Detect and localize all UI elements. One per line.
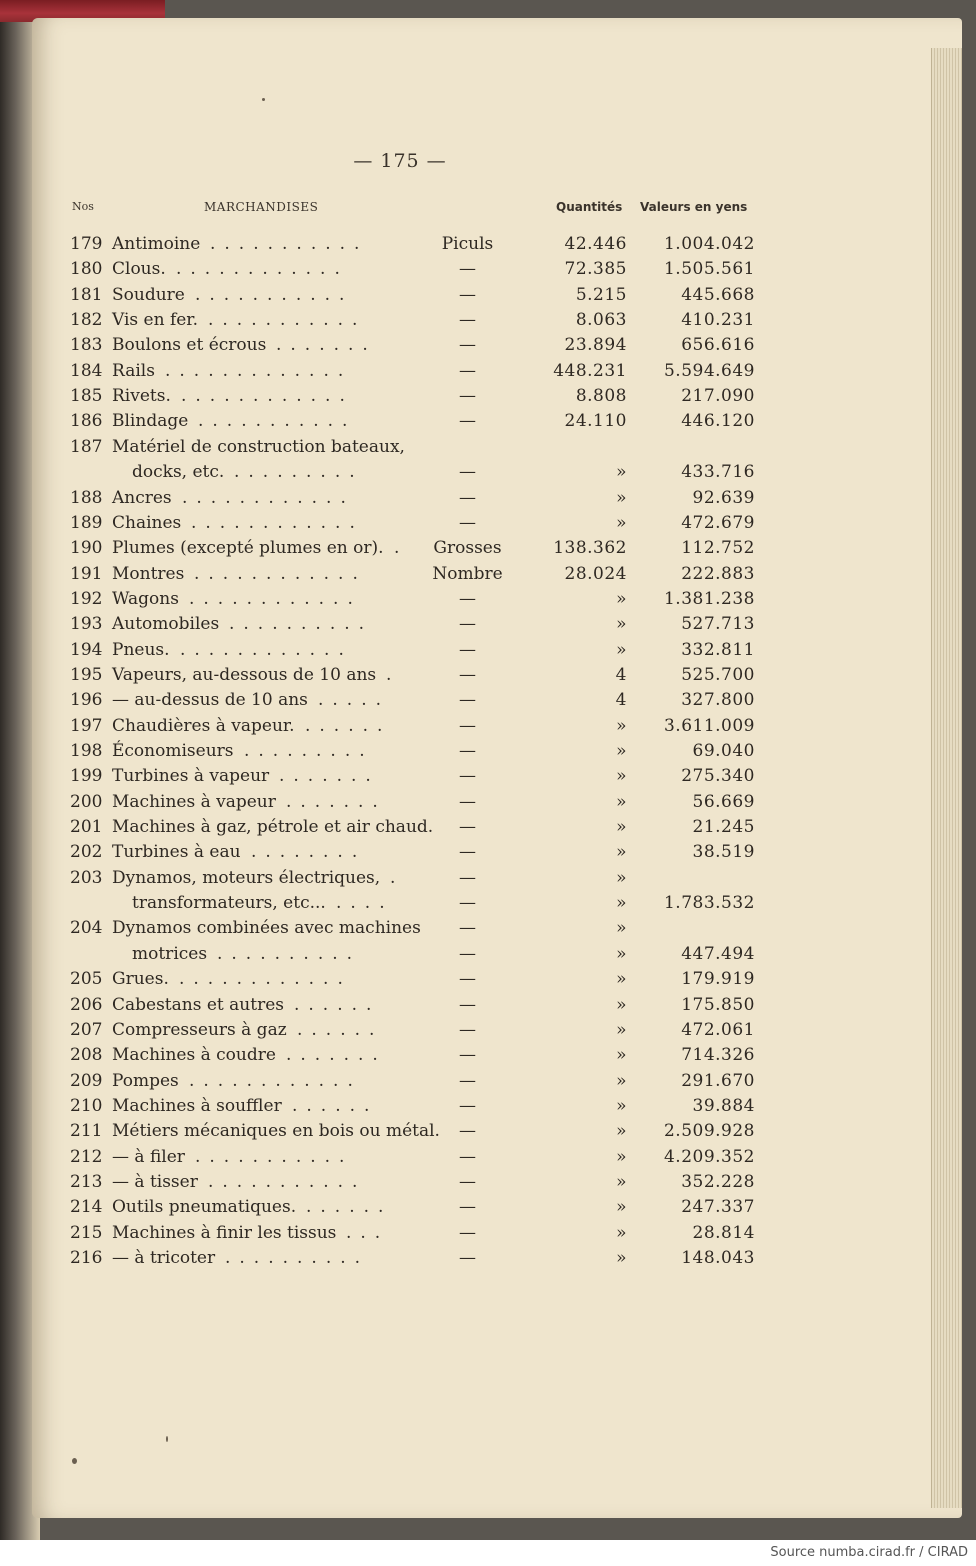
row-value: 148.043	[681, 1248, 755, 1268]
leader-dots: .	[390, 867, 405, 888]
source-credit: Source numba.cirad.fr / CIRAD	[770, 1545, 968, 1560]
row-name: Antimoine	[112, 234, 201, 254]
row-name: motrices	[132, 943, 208, 964]
table-row	[0, 562, 800, 586]
row-name: Chaudières à vapeur.	[112, 715, 295, 736]
row-unit: Grosses	[433, 538, 502, 559]
row-quantity: »	[616, 943, 627, 964]
row-name: Plumes (excepté plumes en or).	[112, 538, 384, 559]
table-row	[0, 1145, 800, 1169]
page-number: — 175 —	[353, 150, 447, 172]
table-row	[0, 815, 800, 839]
row-unit: —	[459, 639, 476, 660]
row-value: 656.616	[681, 335, 755, 356]
leader-dots: .	[386, 664, 401, 685]
table-row	[0, 460, 800, 484]
row-number: 216	[70, 1248, 103, 1268]
row-quantity: »	[616, 512, 627, 533]
row-number: 195	[70, 664, 103, 685]
row-number: 182	[70, 310, 103, 331]
table-row	[0, 1170, 800, 1194]
row-quantity: »	[616, 715, 627, 736]
row-quantity: 4	[615, 664, 627, 685]
leader-dots: ............	[179, 969, 352, 990]
header-nos: Nos	[72, 200, 94, 213]
row-name: Rivets.	[112, 386, 171, 407]
row-unit: —	[459, 943, 476, 964]
row-name: Turbines à eau	[112, 842, 241, 863]
leader-dots: ......	[294, 994, 381, 1015]
table-row	[0, 232, 800, 256]
row-number: 186	[70, 411, 103, 432]
row-unit: —	[459, 1171, 476, 1192]
row-unit: —	[459, 1045, 476, 1066]
row-name: Cabestans et autres	[112, 994, 284, 1015]
row-quantity: »	[616, 1197, 627, 1218]
row-quantity: »	[616, 817, 627, 838]
row-unit: —	[459, 1095, 476, 1116]
table-row	[0, 1221, 800, 1245]
table-row	[0, 1043, 800, 1067]
row-value: 69.040	[692, 741, 755, 761]
row-number: 215	[70, 1222, 103, 1243]
row-unit: —	[459, 715, 476, 736]
row-number: 179	[70, 234, 103, 254]
table-row	[0, 409, 800, 433]
row-number: 197	[70, 715, 103, 736]
row-quantity: »	[616, 741, 627, 761]
leader-dots: .......	[276, 335, 377, 356]
row-value: 527.713	[681, 614, 755, 635]
leader-dots: ..........	[225, 1248, 370, 1268]
row-quantity: »	[616, 1121, 627, 1142]
row-name: Vis en fer.	[112, 310, 198, 331]
row-quantity: 5.215	[575, 284, 627, 305]
row-quantity: »	[616, 639, 627, 660]
row-quantity: »	[616, 994, 627, 1015]
row-value: 446.120	[681, 411, 755, 432]
row-unit: —	[459, 588, 476, 609]
row-quantity: »	[616, 1171, 627, 1192]
table-row	[0, 638, 800, 662]
row-value: 2.509.928	[663, 1121, 755, 1142]
row-value: 247.337	[681, 1197, 755, 1218]
row-unit: —	[459, 1222, 476, 1243]
row-quantity: »	[616, 791, 627, 812]
row-quantity: 8.063	[575, 310, 627, 331]
row-name: Dynamos, moteurs électriques,	[112, 867, 381, 888]
table-row	[0, 688, 800, 712]
row-name: Grues.	[112, 969, 169, 990]
row-quantity: »	[616, 614, 627, 635]
row-unit: —	[459, 411, 476, 432]
table-row	[0, 308, 800, 332]
row-number: 190	[70, 538, 103, 559]
row-name: — au-dessus de 10 ans	[112, 690, 308, 711]
row-quantity: »	[616, 1095, 627, 1116]
row-number: 199	[70, 766, 103, 787]
table-row	[0, 739, 800, 763]
leader-dots: ......	[306, 1197, 393, 1218]
row-name: Vapeurs, au-dessous de 10 ans	[112, 664, 377, 685]
row-unit: —	[459, 741, 476, 761]
row-value: 445.668	[681, 284, 755, 305]
row-unit: —	[459, 614, 476, 635]
table-row	[0, 840, 800, 864]
table-row	[0, 257, 800, 281]
row-number: 210	[70, 1095, 103, 1116]
row-value: 222.883	[681, 563, 755, 584]
leader-dots: ......	[297, 1019, 384, 1040]
leader-dots: .........	[244, 741, 374, 761]
row-unit: —	[459, 867, 476, 888]
leader-dots: ........	[251, 842, 367, 863]
table-row	[0, 790, 800, 814]
table-row	[0, 967, 800, 991]
row-quantity: 448.231	[553, 360, 627, 381]
row-number: 213	[70, 1171, 103, 1192]
leader-dots: .....	[318, 690, 391, 711]
leader-dots: ....	[336, 893, 394, 914]
row-value: 1.381.238	[663, 588, 755, 609]
row-number: 211	[70, 1121, 103, 1142]
row-name: Machines à coudre	[112, 1045, 276, 1066]
row-quantity: »	[616, 1248, 627, 1268]
table-row	[0, 866, 800, 890]
row-name: Automobiles	[112, 614, 220, 635]
table-row	[0, 764, 800, 788]
row-value: 38.519	[692, 842, 755, 863]
table-row	[0, 1246, 800, 1270]
row-quantity: »	[616, 918, 627, 939]
row-number: 188	[70, 487, 103, 508]
row-number: 214	[70, 1197, 103, 1218]
row-unit: —	[459, 1146, 476, 1167]
row-unit: —	[459, 1121, 476, 1142]
row-name: Machines à vapeur	[112, 791, 276, 812]
row-quantity: 42.446	[564, 234, 627, 254]
row-unit: —	[459, 842, 476, 863]
row-number: 193	[70, 614, 103, 635]
row-number: 181	[70, 284, 103, 305]
leader-dots: ...	[346, 1222, 390, 1243]
row-value: 525.700	[681, 664, 755, 685]
row-number: 189	[70, 512, 103, 533]
row-name: Économiseurs	[112, 741, 234, 761]
row-value: 472.679	[681, 512, 755, 533]
row-name: Machines à finir les tissus	[112, 1222, 337, 1243]
row-name: Pneus.	[112, 639, 170, 660]
leader-dots: .	[394, 538, 409, 559]
leader-dots: ............	[191, 512, 364, 533]
row-value: 5.594.649	[663, 360, 755, 381]
row-value: 327.800	[681, 690, 755, 711]
row-quantity: »	[616, 588, 627, 609]
table-row	[0, 359, 800, 383]
table-row	[0, 612, 800, 636]
table-row	[0, 663, 800, 687]
leader-dots: ............	[189, 588, 362, 609]
row-unit: —	[459, 512, 476, 533]
row-quantity: 28.024	[564, 563, 627, 584]
row-quantity: »	[616, 462, 627, 483]
leader-dots: ............	[189, 1070, 362, 1091]
leader-dots: ............	[176, 259, 349, 280]
row-value: 1.004.042	[663, 234, 755, 254]
row-quantity: »	[616, 766, 627, 787]
table-row	[0, 536, 800, 560]
row-unit: —	[459, 1248, 476, 1268]
row-value: 332.811	[681, 639, 755, 660]
row-quantity: 8.808	[575, 386, 627, 407]
row-name: — à filer	[112, 1146, 185, 1167]
table-row	[0, 1069, 800, 1093]
leader-dots: ...........	[195, 284, 354, 305]
row-name: Soudure	[112, 284, 185, 305]
row-unit: —	[459, 360, 476, 381]
row-quantity: »	[616, 1070, 627, 1091]
table-row	[0, 1119, 800, 1143]
row-number: 191	[70, 563, 103, 584]
row-name: Clous.	[112, 259, 166, 280]
leader-dots: ............	[182, 487, 355, 508]
row-unit: —	[459, 893, 476, 914]
leader-dots: .......	[286, 1045, 387, 1066]
row-quantity: »	[616, 842, 627, 863]
row-unit: —	[459, 310, 476, 331]
row-value: 447.494	[681, 943, 755, 964]
row-quantity: 23.894	[564, 335, 627, 356]
row-number: 196	[70, 690, 103, 711]
row-unit: —	[459, 690, 476, 711]
row-name: transformateurs, etc...	[132, 893, 326, 914]
row-unit: —	[459, 487, 476, 508]
row-value: 433.716	[681, 462, 755, 483]
row-name: Montres	[112, 563, 185, 584]
row-unit: —	[459, 259, 476, 280]
row-number: 184	[70, 360, 103, 381]
row-quantity: 72.385	[564, 259, 627, 280]
row-value: 56.669	[692, 791, 755, 812]
table-row	[0, 511, 800, 535]
row-name: docks, etc.	[132, 462, 225, 483]
row-name: Compresseurs à gaz	[112, 1019, 287, 1040]
row-name: Machines à gaz, pétrole et air chaud.	[112, 817, 434, 838]
row-unit: —	[459, 284, 476, 305]
row-value: 410.231	[681, 310, 755, 331]
table-row	[0, 942, 800, 966]
leader-dots: ......	[305, 715, 392, 736]
row-quantity: »	[616, 867, 627, 888]
row-unit: —	[459, 994, 476, 1015]
row-number: 209	[70, 1070, 103, 1091]
row-value: 3.611.009	[663, 715, 755, 736]
row-number: 212	[70, 1146, 103, 1167]
row-unit: —	[459, 1197, 476, 1218]
row-name: Pompes	[112, 1070, 179, 1091]
row-value: 112.752	[681, 538, 755, 559]
row-name: Turbines à vapeur	[112, 766, 270, 787]
leader-dots: ............	[181, 386, 354, 407]
header-valeurs: Valeurs en yens	[640, 200, 748, 214]
row-unit: Piculs	[441, 234, 494, 254]
row-number: 206	[70, 994, 103, 1015]
row-quantity: »	[616, 969, 627, 990]
table-row	[0, 714, 800, 738]
row-quantity: »	[616, 1019, 627, 1040]
table-row	[0, 1195, 800, 1219]
row-value: 714.326	[681, 1045, 755, 1066]
table-row	[0, 1018, 800, 1042]
row-quantity: »	[616, 893, 627, 914]
row-number: 194	[70, 639, 103, 660]
leader-dots: ...........	[198, 411, 357, 432]
row-unit: —	[459, 817, 476, 838]
row-unit: —	[459, 766, 476, 787]
leader-dots: ......	[292, 1095, 379, 1116]
leader-dots: ............	[194, 563, 367, 584]
page-stack-edges	[931, 48, 962, 1508]
row-unit: —	[459, 969, 476, 990]
row-name: Dynamos combinées avec machines	[112, 918, 421, 939]
leader-dots: ..........	[229, 614, 374, 635]
row-quantity: »	[616, 1045, 627, 1066]
leader-dots: ...........	[208, 1171, 367, 1192]
row-value: 4.209.352	[663, 1146, 755, 1167]
row-value: 472.061	[681, 1019, 755, 1040]
leader-dots: .........	[234, 462, 364, 483]
row-name: Rails	[112, 360, 155, 381]
row-unit: —	[459, 462, 476, 483]
paper-speck	[72, 1458, 77, 1464]
leader-dots: .............	[165, 360, 353, 381]
table-row	[0, 916, 800, 940]
row-quantity: 4	[615, 690, 627, 711]
row-quantity: 24.110	[564, 411, 627, 432]
paper-speck	[166, 1436, 168, 1442]
paper-speck	[262, 98, 265, 101]
table-row	[0, 333, 800, 357]
row-number: 202	[70, 842, 103, 863]
row-name: Boulons et écrous	[112, 335, 267, 356]
table-row	[0, 891, 800, 915]
row-name: — à tisser	[112, 1171, 198, 1192]
row-number: 185	[70, 386, 103, 407]
row-value: 92.639	[692, 487, 755, 508]
row-name: Blindage	[112, 411, 189, 432]
table-row	[0, 486, 800, 510]
leader-dots: .......	[279, 766, 380, 787]
row-name: Wagons	[112, 588, 179, 609]
table-row	[0, 435, 800, 459]
row-number: 183	[70, 335, 103, 356]
header-marchandises: MARCHANDISES	[204, 200, 319, 214]
leader-dots: ...........	[210, 234, 369, 254]
row-number: 207	[70, 1019, 103, 1040]
row-unit: —	[459, 1070, 476, 1091]
table-row	[0, 587, 800, 611]
row-unit: —	[459, 918, 476, 939]
row-unit: —	[459, 386, 476, 407]
row-value: 39.884	[692, 1095, 755, 1116]
row-value: 352.228	[681, 1171, 755, 1192]
row-value: 275.340	[681, 766, 755, 787]
row-unit: —	[459, 791, 476, 812]
table-row	[0, 993, 800, 1017]
row-name: Outils pneumatiques.	[112, 1197, 297, 1218]
row-number: 204	[70, 918, 103, 939]
row-quantity: »	[616, 1222, 627, 1243]
row-number: 200	[70, 791, 103, 812]
row-value: 1.505.561	[663, 259, 755, 280]
row-number: 205	[70, 969, 103, 990]
row-number: 187	[70, 436, 103, 457]
row-value: 1.783.532	[663, 893, 755, 914]
row-number: 208	[70, 1045, 103, 1066]
row-name: — à tricoter	[112, 1248, 216, 1268]
row-value: 217.090	[681, 386, 755, 407]
row-name: Matériel de construction bateaux,	[112, 436, 405, 457]
row-value: 179.919	[681, 969, 755, 990]
table-row	[0, 1094, 800, 1118]
row-name: Ancres	[112, 487, 172, 508]
row-name: Machines à souffler	[112, 1095, 282, 1116]
row-number: 201	[70, 817, 103, 838]
row-number: 192	[70, 588, 103, 609]
row-number: 180	[70, 259, 103, 280]
row-number: 198	[70, 741, 103, 761]
table-row	[0, 283, 800, 307]
leader-dots: ..........	[217, 943, 362, 964]
leader-dots: ...........	[208, 310, 367, 331]
row-value: 28.814	[692, 1222, 755, 1243]
row-value: 291.670	[681, 1070, 755, 1091]
row-name: Chaines	[112, 512, 182, 533]
row-quantity: »	[616, 487, 627, 508]
row-unit: —	[459, 1019, 476, 1040]
row-unit: Nombre	[432, 563, 503, 584]
row-unit: —	[459, 335, 476, 356]
header-quantites: Quantités	[556, 200, 623, 214]
row-value: 175.850	[681, 994, 755, 1015]
row-name: Métiers mécaniques en bois ou métal.	[112, 1121, 440, 1142]
leader-dots: ............	[180, 639, 353, 660]
row-value: 21.245	[692, 817, 755, 838]
row-quantity: 138.362	[553, 538, 627, 559]
row-number: 203	[70, 867, 103, 888]
row-quantity: »	[616, 1146, 627, 1167]
leader-dots: ...........	[195, 1146, 354, 1167]
leader-dots: .......	[286, 791, 387, 812]
row-unit: —	[459, 664, 476, 685]
table-row	[0, 384, 800, 408]
